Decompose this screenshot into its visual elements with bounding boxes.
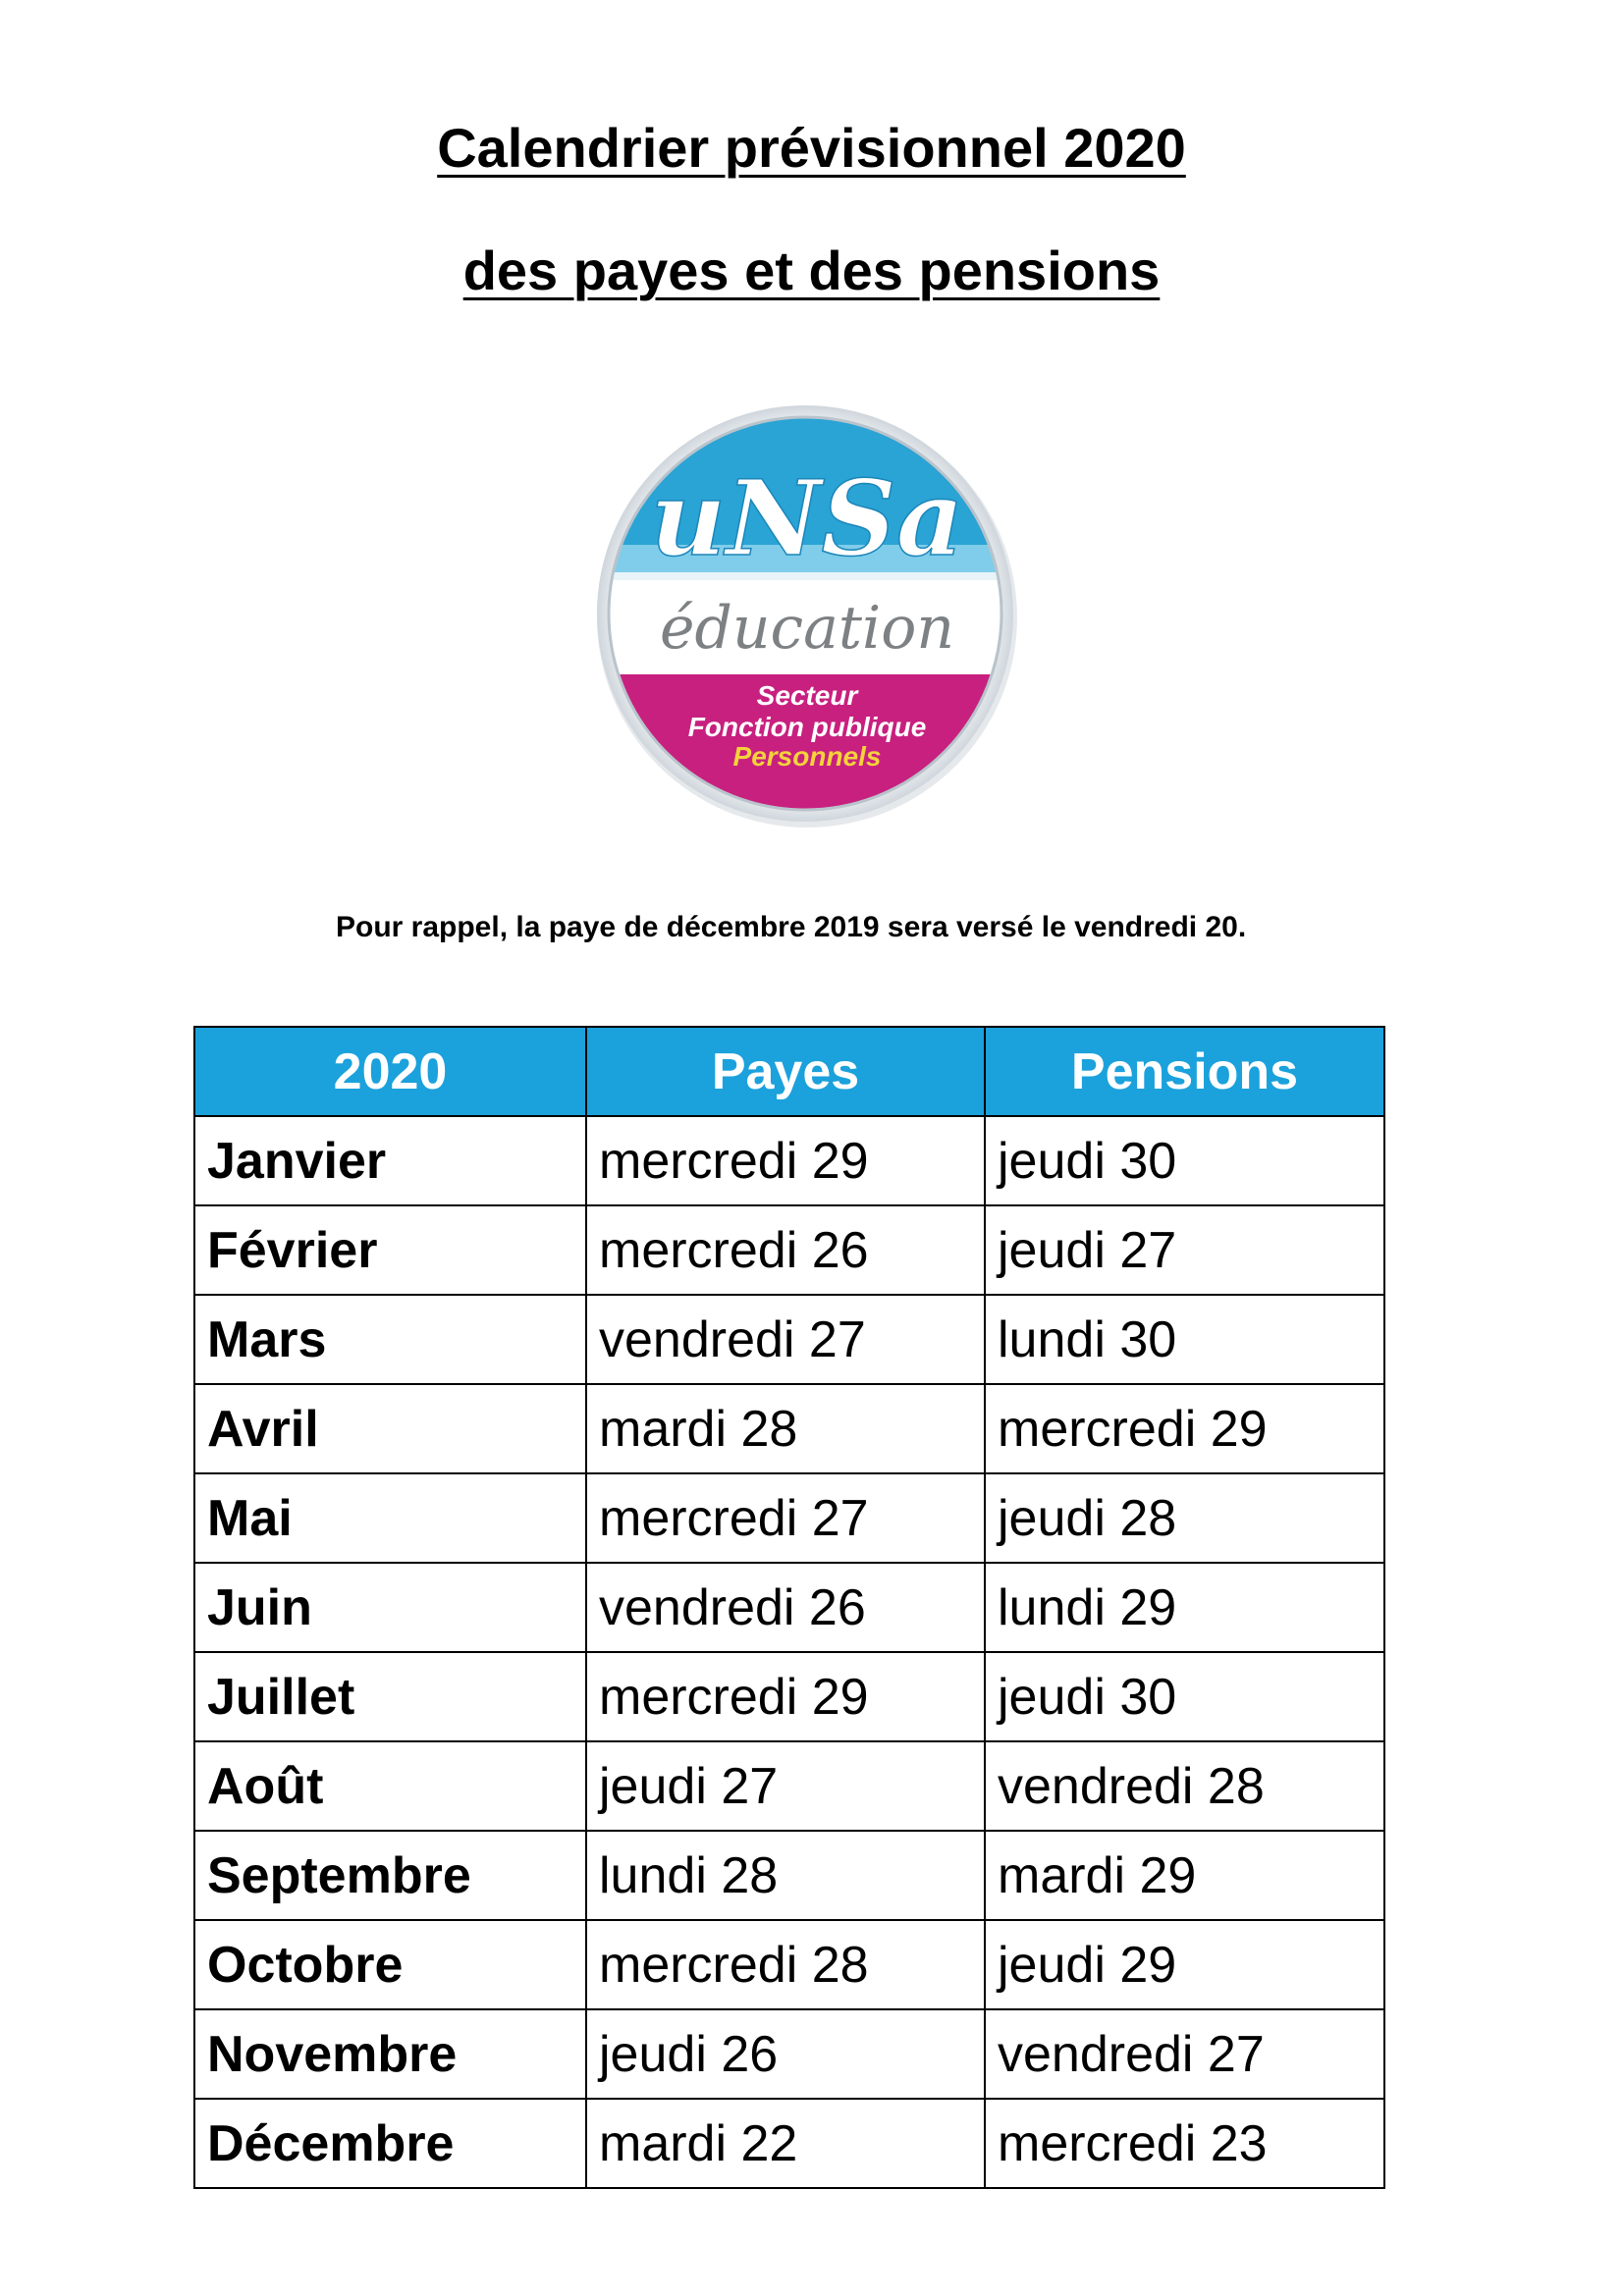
payes-cell: mercredi 29 (586, 1116, 985, 1205)
pensions-cell: jeudi 29 (985, 1920, 1384, 2009)
payes-cell: jeudi 26 (586, 2009, 985, 2099)
logo-sector-text: Secteur (756, 680, 858, 711)
table-row (194, 2009, 1384, 2099)
header-payes: Payes (586, 1027, 985, 1116)
document-title-line1: Calendrier prévisionnel 2020 (437, 117, 1186, 179)
logo-personnels-text: Personnels (732, 741, 882, 772)
pensions-cell: jeudi 27 (985, 1205, 1384, 1295)
pensions-cell: lundi 30 (985, 1295, 1384, 1384)
month-cell: Janvier (194, 1116, 586, 1205)
payes-cell: mercredi 29 (586, 1652, 985, 1741)
table-row (194, 1295, 1384, 1384)
table-row (194, 1384, 1384, 1473)
month-cell: Mars (194, 1295, 586, 1384)
pensions-cell: mercredi 29 (985, 1384, 1384, 1473)
month-cell: Février (194, 1205, 586, 1295)
pensions-cell: jeudi 30 (985, 1652, 1384, 1741)
month-cell: Novembre (194, 2009, 586, 2099)
month-cell: Septembre (194, 1831, 586, 1920)
payes-cell: mardi 22 (586, 2099, 985, 2188)
pensions-cell: lundi 29 (985, 1563, 1384, 1652)
table-header-row (194, 1027, 1384, 1116)
logo-unsa-text: uNSa (650, 456, 964, 579)
table-row (194, 1205, 1384, 1295)
table-row (194, 1563, 1384, 1652)
pensions-cell: vendredi 28 (985, 1741, 1384, 1831)
pensions-cell: jeudi 28 (985, 1473, 1384, 1563)
month-cell: Octobre (194, 1920, 586, 2009)
pensions-cell: mardi 29 (985, 1831, 1384, 1920)
header-year: 2020 (194, 1027, 586, 1116)
table-row (194, 1652, 1384, 1741)
payes-cell: mercredi 27 (586, 1473, 985, 1563)
table-row (194, 1831, 1384, 1920)
pensions-cell: jeudi 30 (985, 1116, 1384, 1205)
payes-cell: vendredi 26 (586, 1563, 985, 1652)
month-cell: Décembre (194, 2099, 586, 2188)
table-row (194, 1116, 1384, 1205)
table-row (194, 1741, 1384, 1831)
logo-fonction-publique-text: Fonction publique (687, 712, 927, 742)
payes-cell: mercredi 28 (586, 1920, 985, 2009)
payes-cell: lundi 28 (586, 1831, 985, 1920)
pensions-cell: vendredi 27 (985, 2009, 1384, 2099)
month-cell: Avril (194, 1384, 586, 1473)
payes-cell: mercredi 26 (586, 1205, 985, 1295)
month-cell: Mai (194, 1473, 586, 1563)
document-title-line2: des payes et des pensions (462, 240, 1161, 301)
pay-calendar-table (193, 1026, 1385, 2189)
pensions-cell: mercredi 23 (985, 2099, 1384, 2188)
logo-education-text: éducation (660, 594, 954, 663)
payes-cell: jeudi 27 (586, 1741, 985, 1831)
month-cell: Août (194, 1741, 586, 1831)
month-cell: Juin (194, 1563, 586, 1652)
month-cell: Juillet (194, 1652, 586, 1741)
unsa-education-logo (589, 398, 1021, 829)
header-pensions: Pensions (985, 1027, 1384, 1116)
payes-cell: mardi 28 (586, 1384, 985, 1473)
table-row (194, 2099, 1384, 2188)
payes-cell: vendredi 27 (586, 1295, 985, 1384)
table-row (194, 1920, 1384, 2009)
reminder-note: Pour rappel, la paye de décembre 2019 sera versé le vendredi 20. (336, 911, 1247, 943)
table-row (194, 1473, 1384, 1563)
